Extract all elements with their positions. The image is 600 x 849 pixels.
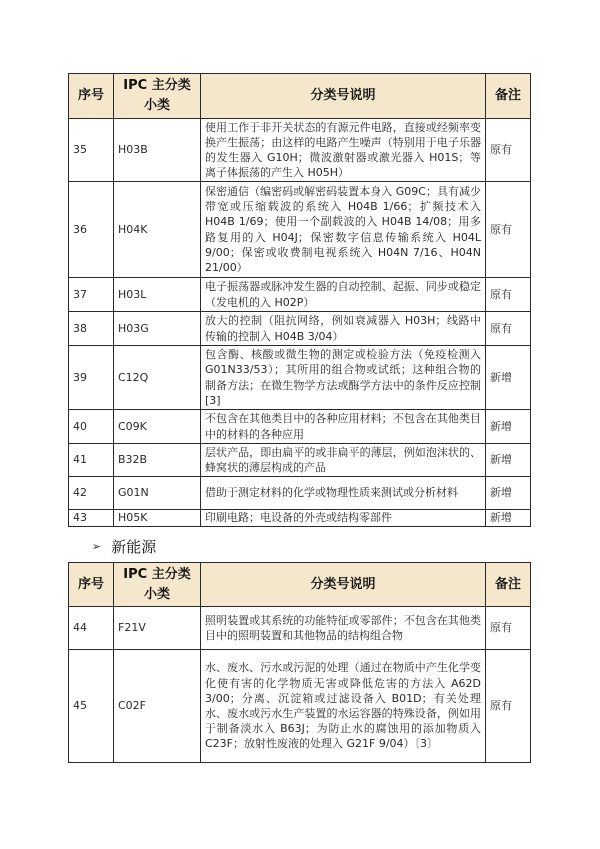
table-row	[69, 346, 531, 410]
row-description: 水、废水、污水或污泥的处理（通过在物质中产生化学变化使有害的化学物质无害或降低危害的方法入 A62D 3/00；分离、沉淀箱或过滤设备入 B01D；有关处理水、废水或污水生产装置的水运容器的特殊设备，例如用于制备淡水入 B63J；为防止水的腐蚀用的添加物质入 C23F；放射性废液的处理入 G21F 9/04）〔3〕	[201, 650, 486, 763]
row-serial-number: 45	[69, 650, 114, 763]
arrow-bullet-icon: ➢	[92, 539, 102, 553]
section-heading-new-energy	[92, 536, 156, 556]
row-description: 使用工作于非开关状态的有源元件电路，直接或经频率变换产生振荡；由这样的电路产生噪声（特别用于电子乐器的发生器入 G10H；微波激射器或激光器入 H01S；等离子体振荡的产生入 H05H）	[201, 119, 486, 182]
table-row	[69, 119, 531, 182]
header-ipc-class-line1: IPC 主分类	[123, 78, 191, 93]
row-description: 照明装置或其系统的功能特征或零部件；不包含在其他类目中的照明装置和其他物品的结构组合物	[201, 607, 486, 650]
row-ipc-code: H05K	[114, 510, 201, 527]
row-note: 新增	[486, 477, 531, 510]
row-description: 借助于测定材料的化学或物理性质来测试或分析材料	[201, 477, 486, 510]
table-row	[69, 650, 531, 763]
row-note: 新增	[486, 510, 531, 527]
row-serial-number: 40	[69, 410, 114, 444]
row-ipc-code: H03B	[114, 119, 201, 182]
row-note: 原有	[486, 119, 531, 182]
row-serial-number: 41	[69, 444, 114, 477]
table-row	[69, 444, 531, 477]
header-ipc-class-line2: 小类	[143, 586, 170, 602]
row-serial-number: 36	[69, 182, 114, 278]
table-row	[69, 477, 531, 510]
header-serial-number: 序号	[69, 563, 114, 607]
table-row	[69, 182, 531, 278]
row-description: 包含酶、核酸或微生物的测定或检验方法（免疫检测入 G01N33/53）；其所用的组合物或试纸；这种组合物的制备方法；在微生物学方法或酶学方法中的条件反应控制[3]	[201, 346, 486, 410]
ipc-table-2	[68, 562, 531, 763]
table-row	[69, 510, 531, 527]
row-note: 原有	[486, 312, 531, 346]
row-ipc-code: H04K	[114, 182, 201, 278]
table-header-row	[69, 74, 531, 119]
row-serial-number: 39	[69, 346, 114, 410]
row-ipc-code: C12Q	[114, 346, 201, 410]
row-serial-number: 38	[69, 312, 114, 346]
row-description: 层状产品，即由扁平的或非扁平的薄层，例如泡沫状的、蜂窝状的薄层构成的产品	[201, 444, 486, 477]
row-serial-number: 37	[69, 278, 114, 312]
row-ipc-code: B32B	[114, 444, 201, 477]
header-serial-number: 序号	[69, 74, 114, 119]
table-row	[69, 410, 531, 444]
table-row	[69, 607, 531, 650]
row-ipc-code: G01N	[114, 477, 201, 510]
header-description: 分类号说明	[201, 563, 486, 607]
row-note: 原有	[486, 650, 531, 763]
row-serial-number: 35	[69, 119, 114, 182]
row-ipc-code: C02F	[114, 650, 201, 763]
table-row	[69, 278, 531, 312]
header-note: 备注	[486, 563, 531, 607]
header-description: 分类号说明	[201, 74, 486, 119]
table-header-row	[69, 563, 531, 607]
section-title: 新能源	[111, 537, 157, 556]
row-description: 不包含在其他类目中的各种应用材料；不包含在其他类目中的材料的各种应用	[201, 410, 486, 444]
row-note: 原有	[486, 607, 531, 650]
row-description: 印刷电路；电设备的外壳或结构零部件	[201, 510, 486, 527]
row-description: 电子振荡器或脉冲发生器的自动控制、起振、同步或稳定（发电机的入 H02P）	[201, 278, 486, 312]
table-row	[69, 312, 531, 346]
row-ipc-code: F21V	[114, 607, 201, 650]
row-description: 放大的控制（阻抗网络，例如衰减器入 H03H；线路中传输的控制入 H04B 3/04）	[201, 312, 486, 346]
row-ipc-code: H03G	[114, 312, 201, 346]
header-ipc-class-line2: 小类	[143, 98, 170, 113]
row-ipc-code: C09K	[114, 410, 201, 444]
row-note: 新增	[486, 410, 531, 444]
header-ipc-class-line1: IPC 主分类	[123, 566, 191, 582]
row-note: 原有	[486, 278, 531, 312]
row-description: 保密通信（编密码或解密码装置本身入 G09C；具有减少带宽或压缩载波的系统入 H04B 1/66；扩频技术入 H04B 1/69；使用一个副载波的入 H04B 14/08；用多路复用的入 H04J；保密数字信息传输系统入 H04L 9/00；保密或收费制电视系统入 H04N 7/16、H04N 21/00）	[201, 182, 486, 278]
row-serial-number: 43	[69, 510, 114, 527]
row-note: 原有	[486, 182, 531, 278]
row-ipc-code: H03L	[114, 278, 201, 312]
header-ipc-class	[114, 563, 201, 607]
header-note: 备注	[486, 74, 531, 119]
row-serial-number: 42	[69, 477, 114, 510]
header-ipc-class	[114, 74, 201, 119]
row-note: 新增	[486, 444, 531, 477]
ipc-table-1	[68, 73, 531, 527]
row-serial-number: 44	[69, 607, 114, 650]
row-note: 新增	[486, 346, 531, 410]
